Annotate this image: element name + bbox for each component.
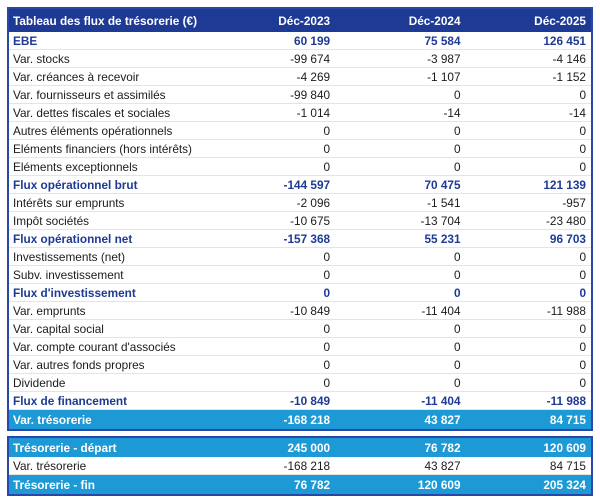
row-value: 75 584	[335, 32, 465, 50]
table-row	[8, 356, 592, 374]
row-value: 0	[201, 338, 335, 356]
row-value: -14	[466, 104, 592, 122]
row-value: 84 715	[466, 410, 592, 431]
row-value: 0	[466, 356, 592, 374]
row-label: Eléments exceptionnels	[8, 158, 201, 176]
table-row	[8, 86, 592, 104]
row-value: 0	[335, 374, 465, 392]
table-row	[8, 212, 592, 230]
column-header-dec-2023: Déc-2023	[201, 8, 335, 32]
row-label: Flux de financement	[8, 392, 201, 410]
row-value: 84 715	[466, 457, 592, 475]
row-value: 0	[466, 338, 592, 356]
table-row	[8, 302, 592, 320]
table-row	[8, 176, 592, 194]
table-row	[8, 230, 592, 248]
row-value: -168 218	[201, 410, 335, 431]
row-value: -1 014	[201, 104, 335, 122]
row-value: 0	[335, 266, 465, 284]
row-label: Flux opérationnel brut	[8, 176, 201, 194]
row-label: Var. créances à recevoir	[8, 68, 201, 86]
table-row	[8, 248, 592, 266]
row-value: 0	[201, 158, 335, 176]
row-value: 0	[201, 284, 335, 302]
row-value: 0	[466, 86, 592, 104]
row-value: 0	[201, 356, 335, 374]
row-value: 0	[335, 86, 465, 104]
row-value: 0	[335, 248, 465, 266]
row-value: 70 475	[335, 176, 465, 194]
row-value: -11 404	[335, 302, 465, 320]
row-label: Trésorerie - fin	[8, 475, 201, 496]
row-value: 0	[335, 338, 465, 356]
row-value: -144 597	[201, 176, 335, 194]
row-label: Var. stocks	[8, 50, 201, 68]
row-label: Var. fournisseurs et assimilés	[8, 86, 201, 104]
table-row	[8, 194, 592, 212]
cashflow-table	[7, 7, 593, 431]
table-row	[8, 392, 592, 410]
row-value: 0	[466, 158, 592, 176]
row-label: Flux opérationnel net	[8, 230, 201, 248]
row-value: 0	[201, 374, 335, 392]
row-value: -157 368	[201, 230, 335, 248]
row-label: Var. capital social	[8, 320, 201, 338]
row-value: -10 849	[201, 392, 335, 410]
row-value: -99 840	[201, 86, 335, 104]
row-value: 245 000	[201, 437, 335, 457]
row-value: -11 988	[466, 392, 592, 410]
table-row	[8, 140, 592, 158]
row-value: 60 199	[201, 32, 335, 50]
row-value: -168 218	[201, 457, 335, 475]
row-value: 0	[466, 320, 592, 338]
row-label: EBE	[8, 32, 201, 50]
row-label: Eléments financiers (hors intérêts)	[8, 140, 201, 158]
row-label: Dividende	[8, 374, 201, 392]
row-label: Var. autres fonds propres	[8, 356, 201, 374]
row-value: 0	[466, 266, 592, 284]
table-row	[8, 437, 592, 457]
row-label: Flux d'investissement	[8, 284, 201, 302]
row-value: 0	[335, 158, 465, 176]
row-label: Investissements (net)	[8, 248, 201, 266]
row-value: 120 609	[466, 437, 592, 457]
table-row	[8, 475, 592, 496]
row-value: -2 096	[201, 194, 335, 212]
treasury-summary-table	[7, 436, 593, 496]
table-row	[8, 338, 592, 356]
row-label: Var. dettes fiscales et sociales	[8, 104, 201, 122]
row-value: -99 674	[201, 50, 335, 68]
row-value: 0	[201, 248, 335, 266]
row-value: -10 675	[201, 212, 335, 230]
row-value: -3 987	[335, 50, 465, 68]
column-header-dec-2025: Déc-2025	[466, 8, 592, 32]
row-value: 43 827	[335, 410, 465, 431]
row-label: Intérêts sur emprunts	[8, 194, 201, 212]
row-value: 0	[466, 122, 592, 140]
row-value: 76 782	[335, 437, 465, 457]
row-value: -957	[466, 194, 592, 212]
row-value: 0	[466, 140, 592, 158]
row-value: 76 782	[201, 475, 335, 496]
row-value: 0	[201, 122, 335, 140]
row-value: -4 146	[466, 50, 592, 68]
row-value: -1 107	[335, 68, 465, 86]
row-value: -4 269	[201, 68, 335, 86]
row-value: -23 480	[466, 212, 592, 230]
row-value: 96 703	[466, 230, 592, 248]
table-row	[8, 374, 592, 392]
table-header-row	[8, 8, 592, 32]
row-value: 0	[201, 140, 335, 158]
row-value: 121 139	[466, 176, 592, 194]
table-row	[8, 50, 592, 68]
row-label: Var. trésorerie	[8, 410, 201, 431]
row-value: 0	[466, 248, 592, 266]
row-value: 120 609	[335, 475, 465, 496]
row-label: Autres éléments opérationnels	[8, 122, 201, 140]
row-value: 43 827	[335, 457, 465, 475]
table-row	[8, 158, 592, 176]
table-row	[8, 410, 592, 431]
row-value: 0	[335, 122, 465, 140]
row-label: Var. emprunts	[8, 302, 201, 320]
row-value: -11 404	[335, 392, 465, 410]
row-value: 205 324	[466, 475, 592, 496]
table-row	[8, 32, 592, 50]
table-row	[8, 104, 592, 122]
column-header-dec-2024: Déc-2024	[335, 8, 465, 32]
row-label: Impôt sociétés	[8, 212, 201, 230]
row-label: Var. compte courant d'associés	[8, 338, 201, 356]
row-label: Trésorerie - départ	[8, 437, 201, 457]
row-value: 0	[466, 284, 592, 302]
row-value: -10 849	[201, 302, 335, 320]
row-value: 0	[335, 284, 465, 302]
table-title: Tableau des flux de trésorerie (€)	[8, 8, 201, 32]
row-value: 0	[201, 320, 335, 338]
row-value: 0	[466, 374, 592, 392]
table-row	[8, 68, 592, 86]
row-value: 0	[201, 266, 335, 284]
row-value: -13 704	[335, 212, 465, 230]
table-row	[8, 266, 592, 284]
row-value: 0	[335, 140, 465, 158]
row-value: 0	[335, 356, 465, 374]
table-row	[8, 320, 592, 338]
table-row	[8, 122, 592, 140]
row-value: -14	[335, 104, 465, 122]
table-row	[8, 457, 592, 475]
table-row	[8, 284, 592, 302]
row-value: -11 988	[466, 302, 592, 320]
row-value: -1 152	[466, 68, 592, 86]
row-value: -1 541	[335, 194, 465, 212]
row-value: 0	[335, 320, 465, 338]
row-value: 126 451	[466, 32, 592, 50]
row-label: Var. trésorerie	[8, 457, 201, 475]
row-label: Subv. investissement	[8, 266, 201, 284]
row-value: 55 231	[335, 230, 465, 248]
